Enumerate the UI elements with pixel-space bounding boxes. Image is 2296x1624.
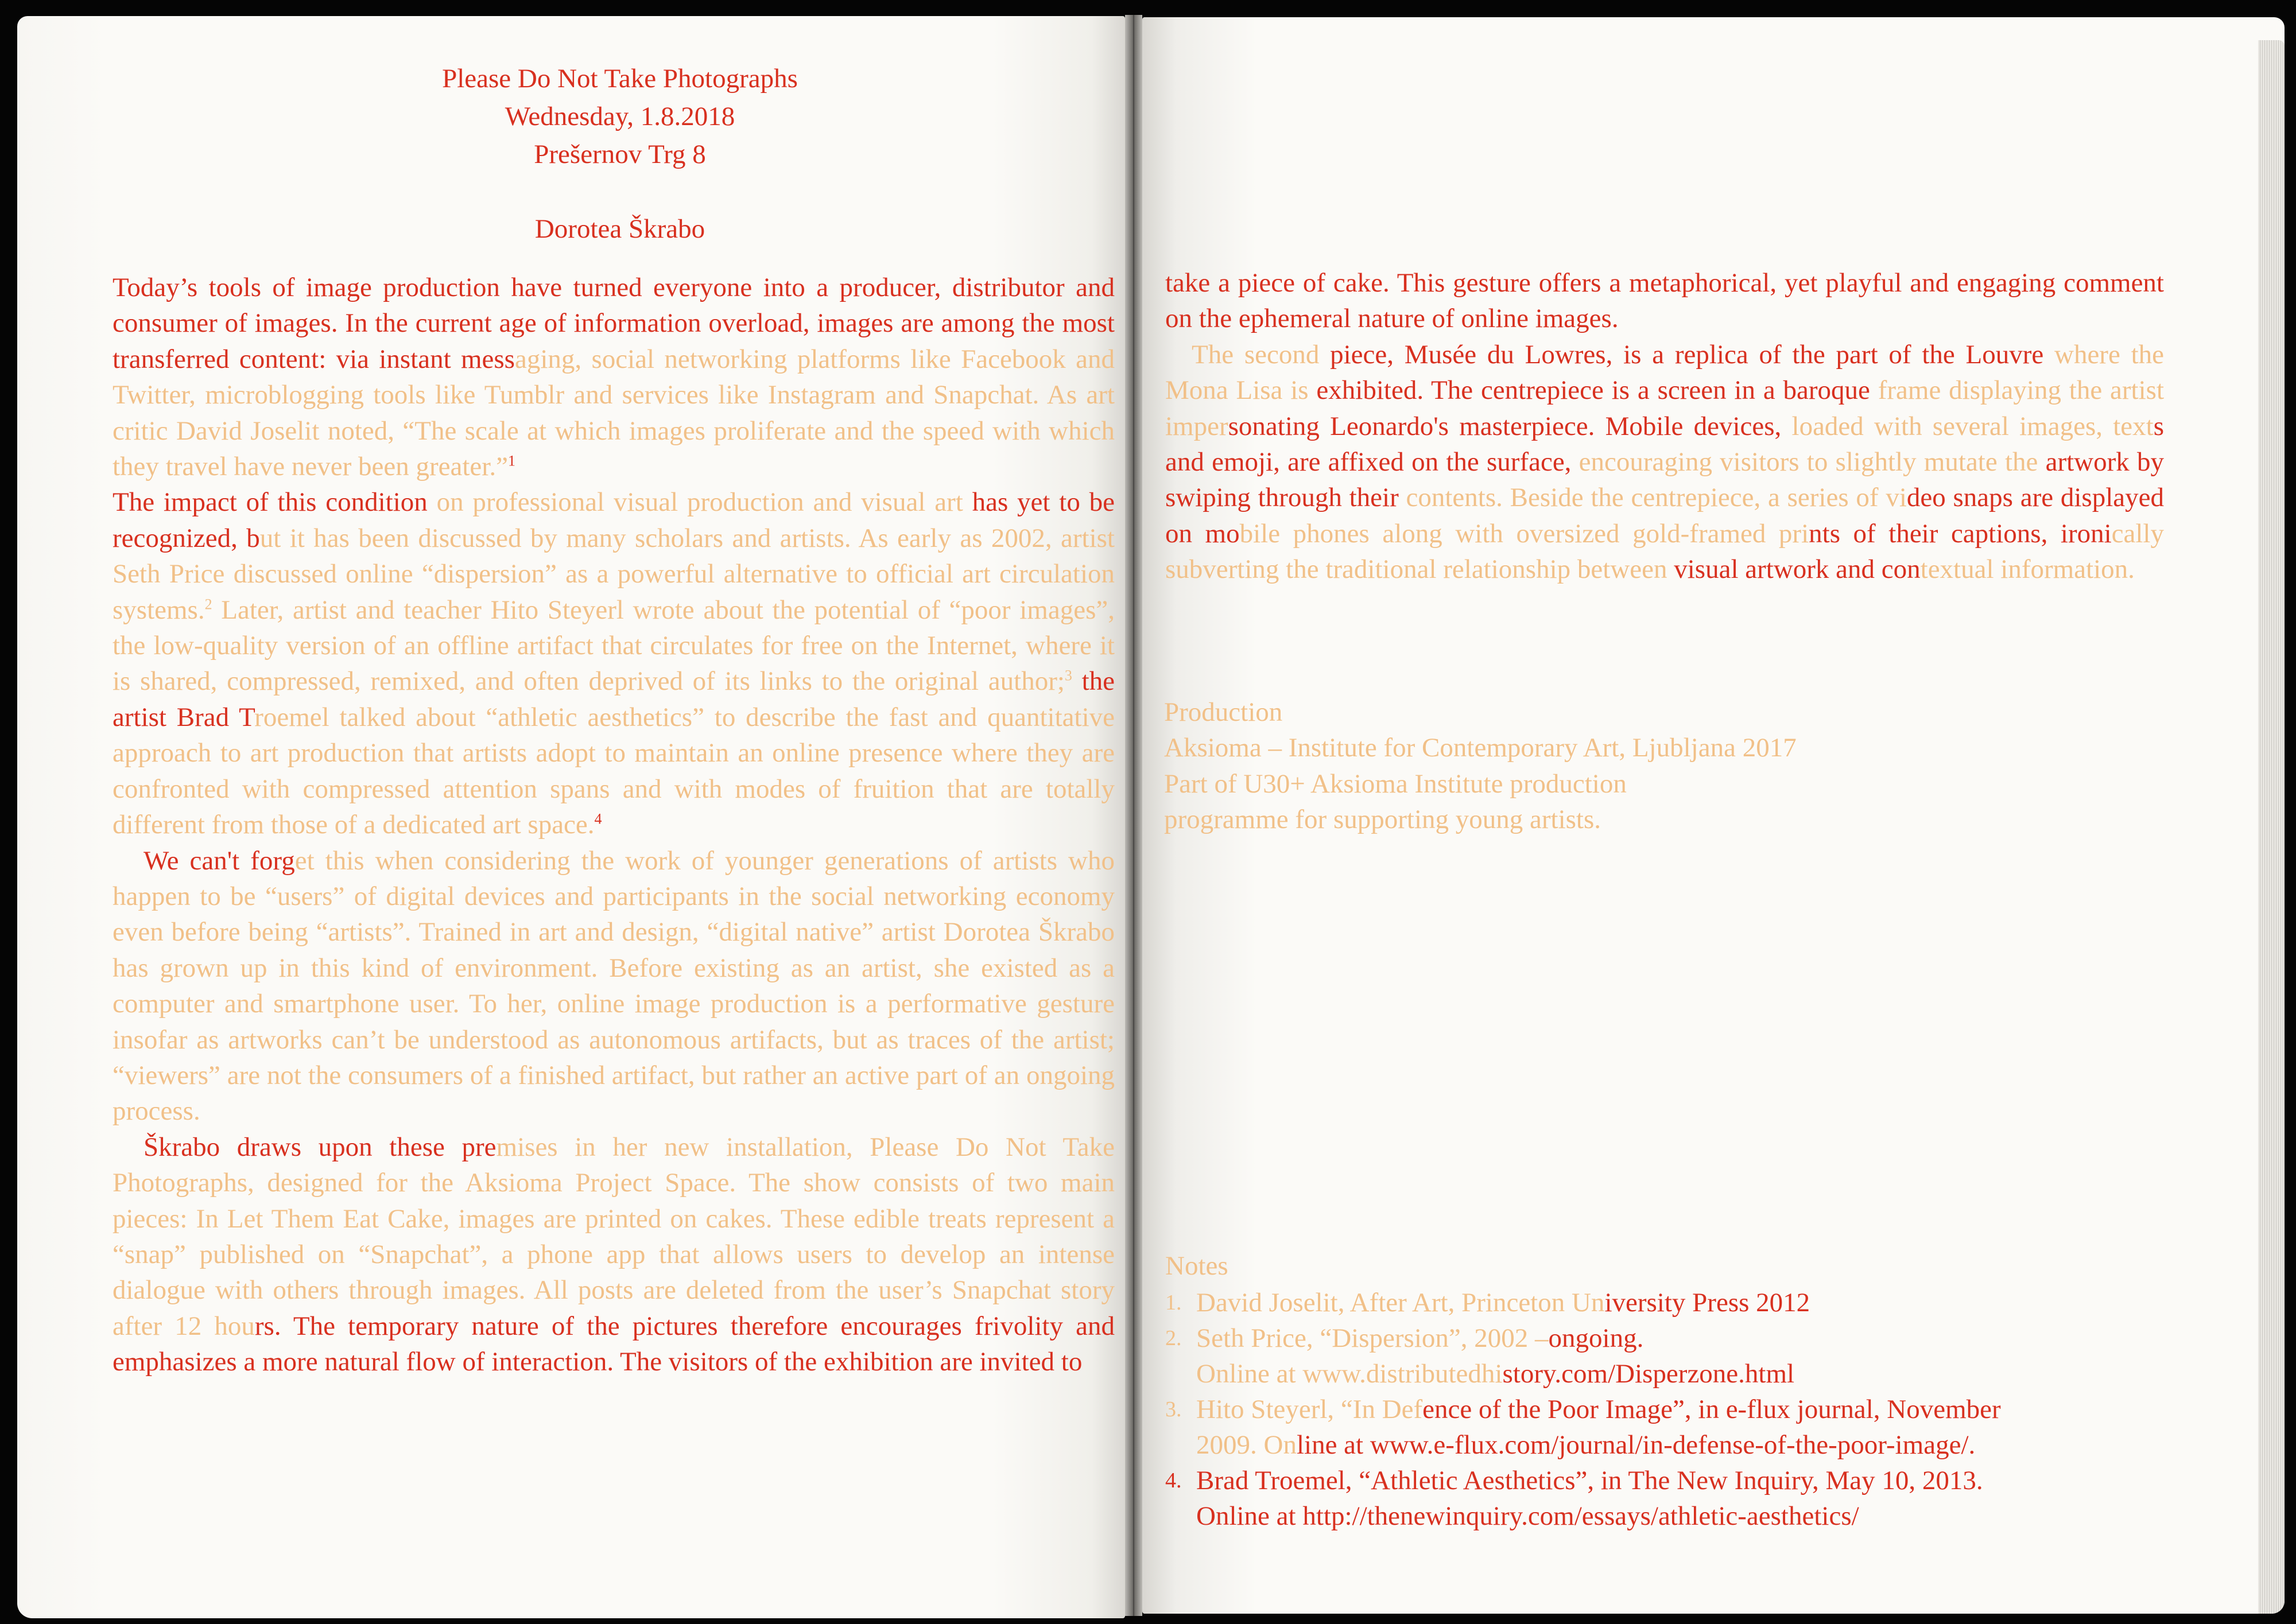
footnote-item — [1165, 1320, 2181, 1392]
text-run: nts of their captions, ironi — [1809, 518, 2112, 549]
text-run-faded: Aksioma Project Space. The show consists of two main pieces: In Let Them Ea — [113, 1168, 1115, 1234]
text-run-faded: approach to art production that artists adopt to maintain an online presenc — [113, 738, 931, 768]
text-run-faded: Hito Steyerl, “In Def — [1196, 1394, 1423, 1424]
text-run-faded: hed on “Snapchat”, a phone app that allows users to develop an intense dialogue wit — [113, 1239, 1115, 1306]
text-run: Today’s tools of image production have turned everyone into a producer, distributor and consumer of images. In the current age of information overload, images are among the most transferred content: via instant mess — [113, 273, 1115, 374]
text-run-faded: on professional visual production and visual art — [436, 487, 963, 518]
text-run: ongoing. — [1548, 1323, 1644, 1353]
text-run-faded: t. As art critic David Joselit noted, “The scale at which images prolifera — [113, 380, 1115, 446]
text-run-faded: t Cake, images are printed on cakes. These edible treats represent a “snap” publis — [113, 1203, 1115, 1269]
text-run: The impact of this condition — [113, 487, 437, 518]
text-run: exhibited. The centrepiece is a screen in a baroque — [1316, 375, 1878, 406]
text-run: visual artwork and con — [1674, 554, 1921, 585]
text-run: ence of the Poor Image”, in e-flux journal, November — [1422, 1394, 2001, 1424]
notes-title: Notes — [1165, 1251, 1228, 1281]
page-header — [379, 60, 861, 248]
footnote-number: 4. — [1165, 1468, 1182, 1493]
text-run-faded: et this when considering the work of younger generations of artists who happ — [113, 845, 1115, 911]
text-run-faded: Later, artist and teacher Hito Steyerl wrote abo — [212, 595, 743, 625]
text-run-faded: David Joselit, After Art, Princeton Un — [1196, 1288, 1605, 1318]
text-run: sonating Leonardo's masterpiece. Mobile devices, — [1228, 411, 1792, 441]
text-run-faded: cial art circulation systems. — [113, 559, 1115, 625]
text-run-faded: en to be “users” of digital devices and participants in the social networking e — [165, 881, 1028, 911]
text-run-faded: mage production is a performative gesture insofar as artworks can’t be understo — [113, 989, 1115, 1055]
text-run: the artist Brad T — [113, 666, 1115, 732]
text-run: deo snaps are displayed on mo — [1165, 483, 2164, 549]
production-credits — [1164, 694, 2140, 838]
text-run-faded: bile phones along with oversized gold-framed pri — [1239, 518, 1809, 549]
footnote-ref: 2 — [204, 596, 212, 612]
footnote-number: 3. — [1165, 1397, 1182, 1421]
text-run-faded: conomy even before being “artists”. Trained in art and design, “digital native” ar — [113, 881, 1115, 947]
text-run-faded: roemel talked about “athletic aesthetics” to describe the fast and quantitative — [254, 702, 1115, 732]
text-run-faded: oblogging tools like Tumblr and services like Instagram and Snapcha — [254, 380, 1025, 410]
text-run: rs. The temporary nature of the pictures therefore encourages frivolity and emphasizes a more natural flow of interaction. The visitors of the exhibition are invited to — [113, 1311, 1115, 1377]
exhibition-date: Wednesday, 1.8.2018 — [505, 102, 735, 131]
footnote-item — [1165, 1392, 2181, 1463]
artist-name: Dorotea Škrabo — [534, 214, 705, 244]
text-run-faded: Seth Price, “Dispersion”, 2002 – — [1196, 1323, 1549, 1353]
text-run-faded: tist Dorotea Škrabo has grown up in this kind of environment. Before existi — [113, 917, 1115, 983]
paragraph-continued: take a piece of cake. This gesture offers a metaphorical, yet playful and engaging comment on the ephemeral nature of online images. — [1165, 268, 2164, 334]
right-body-text — [1165, 265, 2164, 588]
footnote-item — [1165, 1285, 2181, 1320]
text-run-faded: aging, social networking platforms like Facebook and Twitter, micr — [113, 344, 1115, 410]
text-run-faded: mises in her new installation, Please Do Not Take Photographs, designed for the — [113, 1132, 1115, 1198]
production-line: Part of U30+ Aksioma Institute production — [1164, 768, 1627, 799]
text-run-faded: te and the speed with which they travel have never been greater.” — [113, 415, 1115, 482]
text-run: We can't forg — [144, 845, 295, 876]
paragraph-3 — [113, 843, 1115, 1129]
text-run-faded: ng as an artist, she existed as a computer and smartphone user. To her, online i — [113, 953, 1115, 1019]
book-gutter — [1125, 15, 1142, 1616]
page-edges — [2258, 40, 2285, 1614]
text-run-faded: contents. Beside the centrepiece, a series of vi — [1406, 483, 1907, 513]
footnote-number: 2. — [1165, 1326, 1182, 1350]
text-run-faded: e where they are confronted with compressed attention spans and with mode — [113, 738, 1115, 804]
text-run: has yet to be recognized, b — [113, 487, 1115, 553]
text-run-faded: cally subverting the traditional relationship between — [1165, 518, 2164, 585]
text-run-faded: textual information. — [1920, 554, 2135, 585]
text-run: story.com/Disperzone.html — [1502, 1359, 1795, 1389]
left-body-text — [113, 270, 1115, 1380]
footnote-ref: 4 — [594, 810, 602, 827]
text-run-faded: Online at www.distributedhi — [1196, 1359, 1503, 1389]
text-run: artwork by swiping through their — [1165, 447, 2164, 513]
production-title: Production — [1164, 697, 1283, 727]
text-run-faded: The second — [1192, 339, 1331, 370]
text-run-faded: od as autonomous artifacts, but as traces of the artist; “viewers” are not the cons — [113, 1024, 1115, 1090]
footnotes — [1165, 1248, 2181, 1534]
text-run: line at www.e-flux.com/journal/in-defense-of-the-poor-image/. — [1296, 1430, 1976, 1460]
footnote-number: 1. — [1165, 1291, 1182, 1315]
production-line: programme for supporting young artists. — [1164, 805, 1601, 835]
text-run-faded: frame displaying the artist imper — [1165, 375, 2165, 441]
text-run-faded: loaded with several images, text — [1791, 411, 2154, 441]
text-run: Škrabo draws upon these pre — [144, 1132, 497, 1162]
text-run: piece, Musée du Lowres, is a replica of the part of the Louvre — [1330, 339, 2054, 370]
text-run: Brad Troemel, “Athletic Aesthetics”, in The New Inquiry, May 10, 2013. — [1196, 1466, 1983, 1495]
footnote-ref: 3 — [1064, 667, 1072, 684]
footnote-item — [1165, 1463, 2181, 1534]
text-run-faded: ut the potential of “poor images”, the low-quality version of an offline artifac — [113, 595, 1115, 661]
text-run-faded: 2009. On — [1196, 1430, 1297, 1460]
paragraph-musee — [1165, 337, 2164, 588]
text-run-faded: h others through images. All posts are deleted from the user’s Snapchat story after 12 hou — [113, 1275, 1115, 1341]
paragraph-1 — [113, 270, 1115, 484]
footnote-ref: 1 — [507, 452, 515, 469]
text-run-faded: where the Mona Lisa is — [1165, 339, 2165, 406]
paragraph-2 — [113, 484, 1115, 842]
production-line: Aksioma – Institute for Contemporary Art, Ljubljana 2017 — [1164, 733, 1797, 763]
text-run-faded: umers of a finished artifact, but rather an active part of an ongoing process. — [113, 1060, 1115, 1126]
paragraph-4 — [113, 1129, 1115, 1380]
text-run-faded: st Seth Price discussed online “dispersion” as a powerful alternative to offi — [113, 523, 1115, 589]
text-run-faded: xed, and often deprived of its links to the original author; — [420, 666, 1065, 697]
text-run: Online at http://thenewinquiry.com/essays/athletic-aesthetics/ — [1196, 1501, 1859, 1531]
exhibition-venue: Prešernov Trg 8 — [534, 139, 706, 169]
text-run: iversity Press 2012 — [1604, 1288, 1810, 1318]
exhibition-title: Please Do Not Take Photographs — [442, 64, 798, 94]
text-run-faded: t that circulates for free on the Internet, where it is shared, compressed, remi — [113, 631, 1115, 697]
text-run-faded: s of fruition that are totally different from those of a dedicated art space. — [113, 774, 1115, 840]
text-run-faded: ut it has been discussed by many scholars and artists. As early as 2002, arti — [259, 523, 1097, 553]
text-run-faded: encouraging visitors to slightly mutate the — [1578, 447, 2046, 477]
text-run: s and emoji, are affixed on the surface, — [1165, 411, 2164, 477]
